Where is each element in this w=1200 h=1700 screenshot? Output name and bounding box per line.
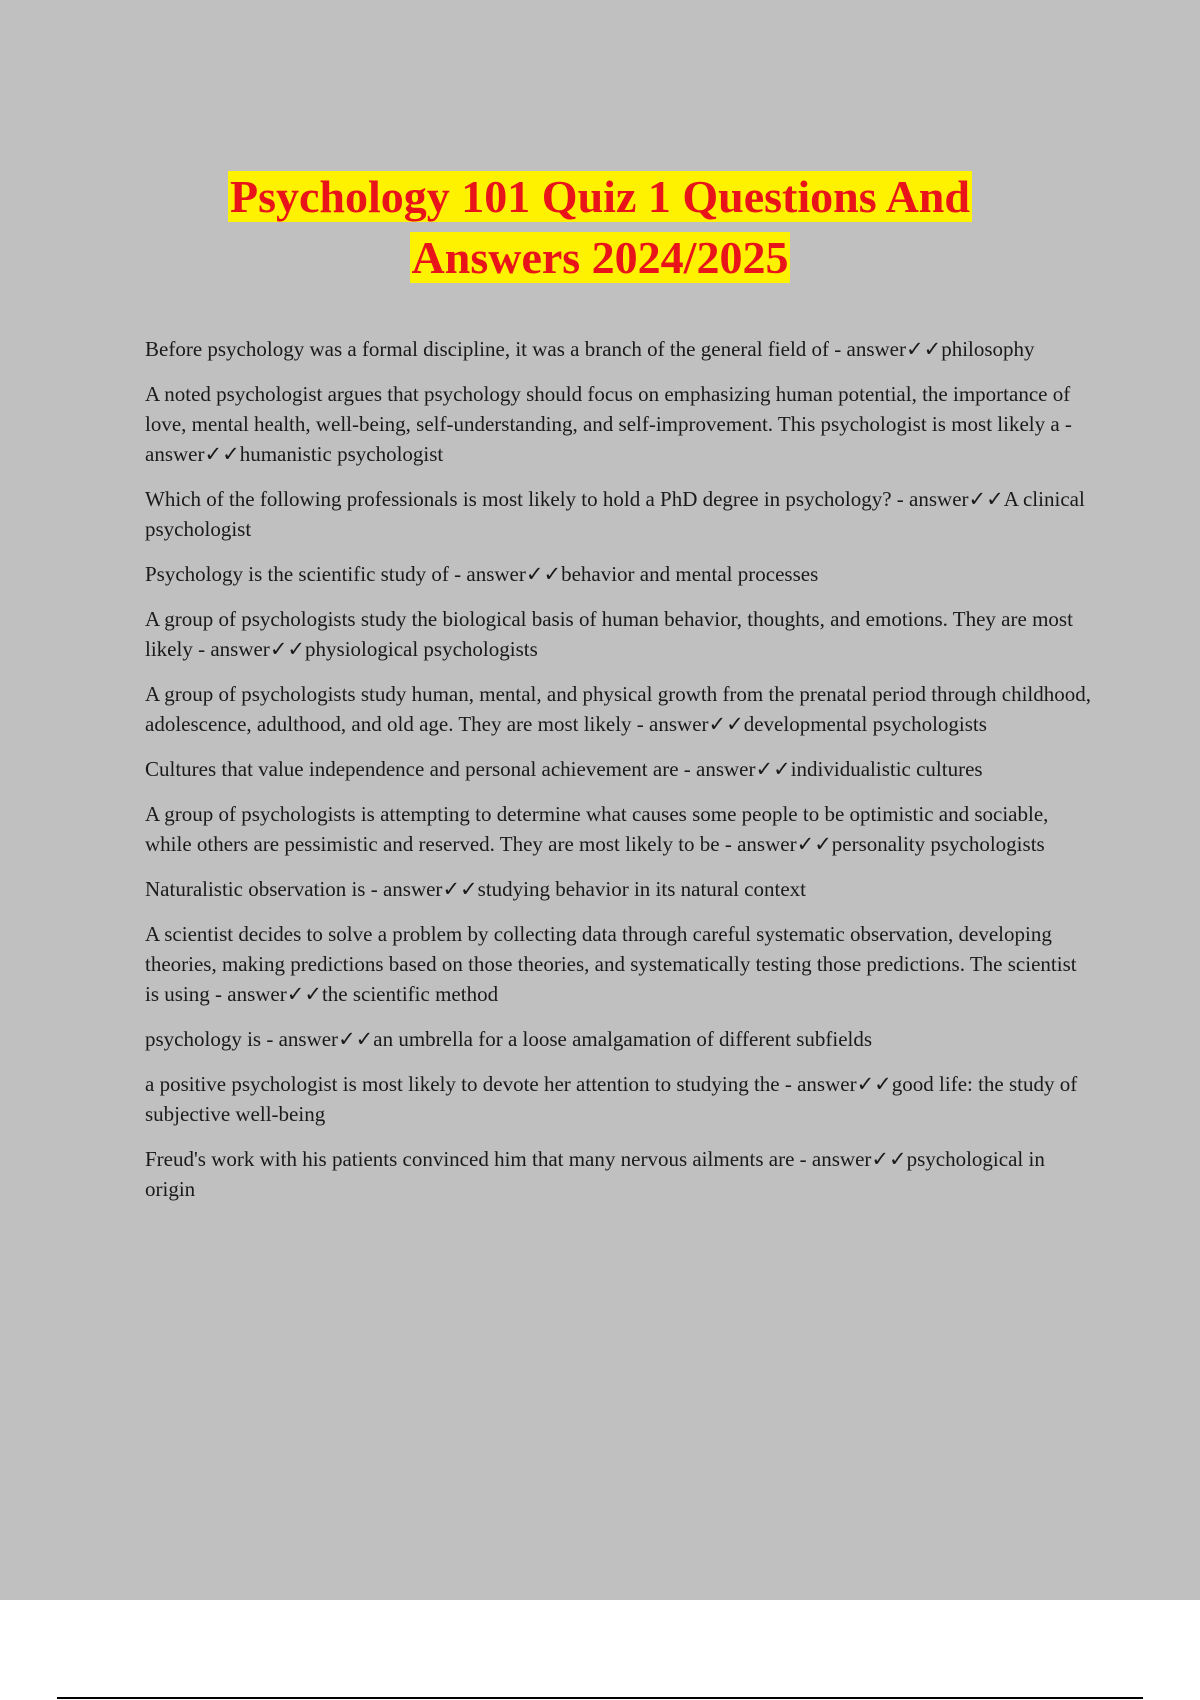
answer-label: answer <box>227 982 287 1006</box>
question-text: Freud's work with his patients convinced him that many nervous ailments are - <box>145 1147 807 1171</box>
answer-text: the scientific method <box>321 982 499 1006</box>
qa-item-2 <box>145 379 1095 469</box>
qa-item-10 <box>145 919 1095 1009</box>
qa-item-9 <box>145 874 1095 904</box>
qa-item-8 <box>145 799 1095 859</box>
qa-item-12 <box>145 1069 1095 1129</box>
double-check-icon: ✓✓ <box>968 487 1004 511</box>
double-check-icon: ✓✓ <box>204 442 240 466</box>
answer-label: answer <box>797 1072 857 1096</box>
question-text: A group of psychologists is attempting to determine what causes some people to be optimistic and sociable, while others are pessimistic and reserved. They are most likely to be - <box>145 802 1049 856</box>
question-text: Which of the following professionals is most likely to hold a PhD degree in psychology? - <box>145 487 904 511</box>
answer-text: developmental psychologists <box>743 712 987 736</box>
double-check-icon: ✓✓ <box>269 637 306 661</box>
answer-text: studying behavior in its natural context <box>477 877 806 901</box>
title-line-1: Psychology 101 Quiz 1 Questions And <box>230 171 970 222</box>
qa-item-13 <box>145 1144 1095 1204</box>
answer-label: answer <box>737 832 797 856</box>
question-text: Naturalistic observation is - <box>145 877 378 901</box>
answer-label: answer <box>649 712 709 736</box>
answer-text: individualistic cultures <box>790 757 983 781</box>
question-text: A scientist decides to solve a problem by collecting data through careful systematic observation, developing theories, making predictions based on those theories, and systematically testing those predictions. The scientist is using - <box>145 922 1077 1006</box>
answer-label: answer <box>811 1147 872 1171</box>
qa-item-7 <box>145 754 1095 784</box>
qa-item-3 <box>145 484 1095 544</box>
qa-item-6 <box>145 679 1095 739</box>
answer-label: answer <box>696 757 756 781</box>
question-text: A group of psychologists study human, mental, and physical growth from the prenatal period through childhood, adolescence, adulthood, and old age. They are most likely - <box>145 682 1092 736</box>
double-check-icon: ✓✓ <box>286 982 322 1006</box>
qa-item-1 <box>145 334 1095 364</box>
answer-text: humanistic psychologist <box>239 442 444 466</box>
double-check-icon: ✓✓ <box>796 832 832 856</box>
double-check-icon: ✓✓ <box>906 337 942 361</box>
answer-label: answer <box>382 877 443 901</box>
title-line-2: Answers 2024/2025 <box>411 232 789 283</box>
answer-text: good life: the study of subjective well-being <box>145 1072 1078 1126</box>
answer-text: personality psychologists <box>831 832 1045 856</box>
answer-text: psychological in origin <box>145 1147 1045 1201</box>
answer-label: answer <box>145 442 205 466</box>
qa-item-11 <box>145 1024 1095 1054</box>
double-check-icon: ✓✓ <box>442 877 478 901</box>
answer-label: answer <box>909 487 969 511</box>
double-check-icon: ✓✓ <box>338 1027 374 1051</box>
question-text: a positive psychologist is most likely to devote her attention to studying the - <box>145 1072 792 1096</box>
answer-text: physiological psychologists <box>305 637 538 661</box>
answer-label: answer <box>210 637 270 661</box>
double-check-icon: ✓✓ <box>856 1072 892 1096</box>
double-check-icon: ✓✓ <box>755 757 791 781</box>
answer-label: answer <box>846 337 906 361</box>
answer-text: philosophy <box>941 337 1035 361</box>
question-text: A group of psychologists study the biological basis of human behavior, thoughts, and emotions. They are most likely - <box>145 607 1073 661</box>
double-check-icon: ✓✓ <box>708 712 744 736</box>
answer-label: answer <box>278 1027 339 1051</box>
question-text: Cultures that value independence and personal achievement are - <box>145 757 691 781</box>
answer-text: behavior and mental processes <box>561 562 819 586</box>
double-check-icon: ✓✓ <box>525 562 562 586</box>
answer-text: an umbrella for a loose amalgamation of different subfields <box>373 1027 873 1051</box>
qa-item-5 <box>145 604 1095 664</box>
question-text: Psychology is the scientific study of - <box>145 562 462 586</box>
document-title <box>0 166 1200 288</box>
question-text: psychology is - <box>145 1027 274 1051</box>
qa-item-4 <box>145 559 1095 589</box>
answer-text: A clinical psychologist <box>145 487 1085 541</box>
double-check-icon: ✓✓ <box>871 1147 907 1171</box>
footer-divider <box>57 1697 1143 1699</box>
question-text: Before psychology was a formal discipline, it was a branch of the general field of - <box>145 337 842 361</box>
qa-list <box>145 334 1095 1219</box>
answer-label: answer <box>466 562 526 586</box>
question-text: A noted psychologist argues that psychology should focus on emphasizing human potential, the importance of love, mental health, well-being, self-understanding, and self-improvement. This psychologist is most likely a - <box>145 382 1072 436</box>
